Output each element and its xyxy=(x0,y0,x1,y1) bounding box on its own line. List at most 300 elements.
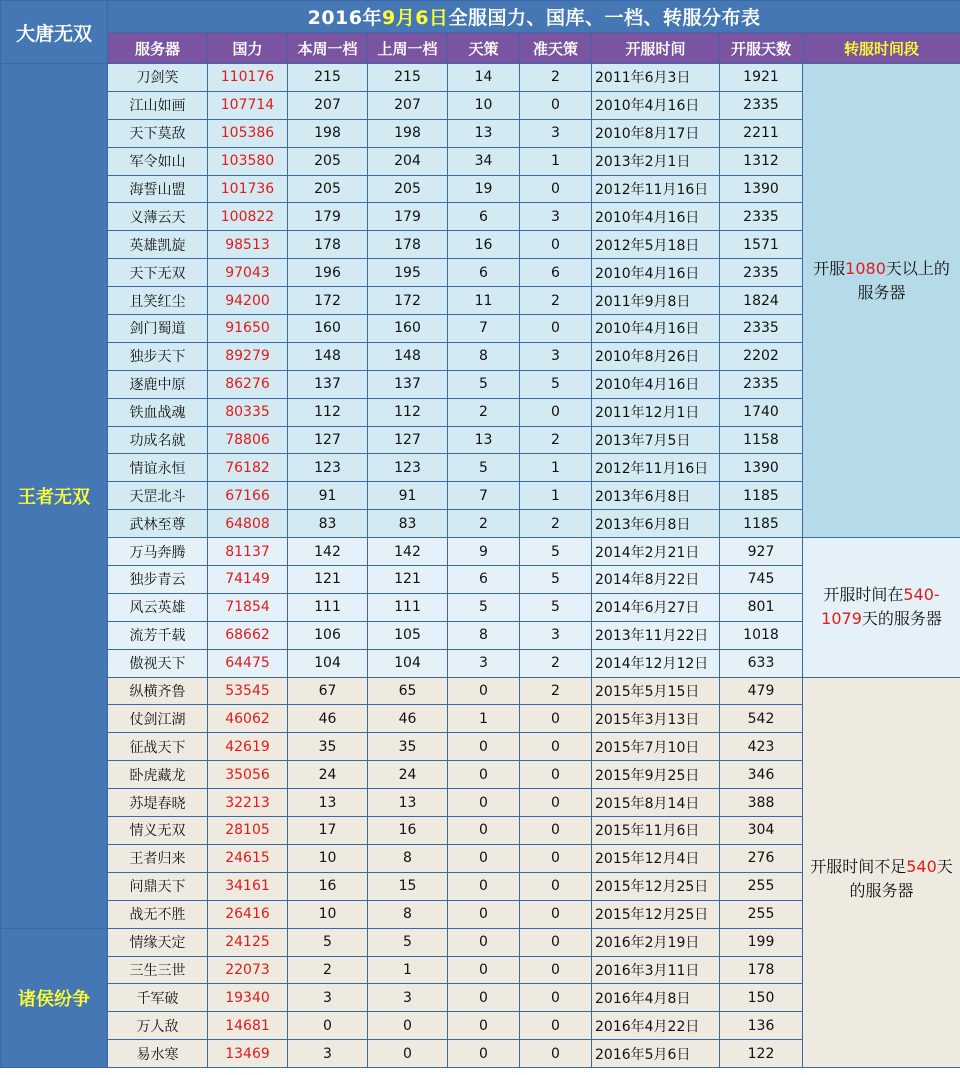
open-days-cell: 1390 xyxy=(720,175,803,203)
last-week-cell: 178 xyxy=(368,231,448,259)
open-days-cell: 304 xyxy=(720,817,803,845)
last-week-cell: 0 xyxy=(368,1012,448,1040)
last-week-cell: 0 xyxy=(368,1040,448,1068)
tiance-cell: 2 xyxy=(448,510,520,538)
last-week-cell: 5 xyxy=(368,928,448,956)
tiance-cell: 0 xyxy=(448,761,520,789)
tiance-cell: 5 xyxy=(448,593,520,621)
tiance-cell: 0 xyxy=(448,789,520,817)
note-text-b: 1080 xyxy=(845,258,886,278)
server-cell: 天下无双 xyxy=(108,259,208,287)
tiance-cell: 3 xyxy=(448,649,520,677)
power-cell: 22073 xyxy=(208,956,288,984)
last-week-cell: 172 xyxy=(368,287,448,315)
power-cell: 34161 xyxy=(208,872,288,900)
zhun-tiance-cell: 0 xyxy=(520,705,592,733)
zhun-tiance-cell: 0 xyxy=(520,91,592,119)
power-cell: 74149 xyxy=(208,566,288,594)
last-week-cell: 105 xyxy=(368,621,448,649)
tiance-cell: 34 xyxy=(448,147,520,175)
open-days-cell: 2202 xyxy=(720,342,803,370)
power-cell: 98513 xyxy=(208,231,288,259)
tiance-cell: 0 xyxy=(448,1012,520,1040)
last-week-cell: 91 xyxy=(368,482,448,510)
note-text-c: 天的服务器 xyxy=(861,609,942,629)
power-cell: 91650 xyxy=(208,315,288,343)
server-cell: 刀剑笑 xyxy=(108,64,208,92)
zhun-tiance-cell: 0 xyxy=(520,928,592,956)
open-date-cell: 2014年12月12日 xyxy=(592,649,720,677)
server-cell: 天下莫敌 xyxy=(108,119,208,147)
zhun-tiance-cell: 6 xyxy=(520,259,592,287)
last-week-cell: 13 xyxy=(368,789,448,817)
column-header-open-days: 开服天数 xyxy=(720,33,803,64)
tiance-cell: 13 xyxy=(448,426,520,454)
tiance-cell: 0 xyxy=(448,817,520,845)
column-header-last-week: 上周一档 xyxy=(368,33,448,64)
server-cell: 易水寒 xyxy=(108,1040,208,1068)
this-week-cell: 179 xyxy=(288,203,368,231)
open-days-cell: 388 xyxy=(720,789,803,817)
last-week-cell: 8 xyxy=(368,844,448,872)
zhun-tiance-cell: 2 xyxy=(520,287,592,315)
power-cell: 100822 xyxy=(208,203,288,231)
this-week-cell: 10 xyxy=(288,844,368,872)
open-date-cell: 2014年8月22日 xyxy=(592,566,720,594)
zhun-tiance-cell: 0 xyxy=(520,956,592,984)
open-days-cell: 1018 xyxy=(720,621,803,649)
last-week-cell: 204 xyxy=(368,147,448,175)
open-days-cell: 1921 xyxy=(720,64,803,92)
server-cell: 王者归来 xyxy=(108,844,208,872)
open-date-cell: 2013年2月1日 xyxy=(592,147,720,175)
server-cell: 流芳千载 xyxy=(108,621,208,649)
title-year: 2016年 xyxy=(307,7,382,29)
this-week-cell: 123 xyxy=(288,454,368,482)
open-date-cell: 2011年12月1日 xyxy=(592,398,720,426)
zhun-tiance-cell: 5 xyxy=(520,538,592,566)
power-cell: 103580 xyxy=(208,147,288,175)
server-cell: 天罡北斗 xyxy=(108,482,208,510)
tiance-cell: 10 xyxy=(448,91,520,119)
this-week-cell: 104 xyxy=(288,649,368,677)
this-week-cell: 111 xyxy=(288,593,368,621)
open-days-cell: 255 xyxy=(720,872,803,900)
last-week-cell: 160 xyxy=(368,315,448,343)
server-cell: 风云英雄 xyxy=(108,593,208,621)
last-week-cell: 1 xyxy=(368,956,448,984)
open-days-cell: 927 xyxy=(720,538,803,566)
open-date-cell: 2014年2月21日 xyxy=(592,538,720,566)
tiance-cell: 0 xyxy=(448,1040,520,1068)
server-cell: 征战天下 xyxy=(108,733,208,761)
open-days-cell: 1824 xyxy=(720,287,803,315)
transfer-period-note-2 xyxy=(803,538,960,677)
power-cell: 53545 xyxy=(208,677,288,705)
open-days-cell: 1185 xyxy=(720,482,803,510)
open-days-cell: 136 xyxy=(720,1012,803,1040)
this-week-cell: 13 xyxy=(288,789,368,817)
column-header-transfer-period: 转服时间段 xyxy=(803,33,960,64)
tiance-cell: 0 xyxy=(448,984,520,1012)
server-cell: 情谊永恒 xyxy=(108,454,208,482)
open-date-cell: 2014年6月27日 xyxy=(592,593,720,621)
server-cell: 义薄云天 xyxy=(108,203,208,231)
zhun-tiance-cell: 2 xyxy=(520,510,592,538)
zhun-tiance-cell: 3 xyxy=(520,203,592,231)
open-date-cell: 2010年8月26日 xyxy=(592,342,720,370)
zhun-tiance-cell: 1 xyxy=(520,454,592,482)
note-text-c: 天以上的服务器 xyxy=(857,258,950,302)
open-date-cell: 2016年4月22日 xyxy=(592,1012,720,1040)
open-date-cell: 2011年6月3日 xyxy=(592,64,720,92)
this-week-cell: 35 xyxy=(288,733,368,761)
note-text-a: 开服时间不足 xyxy=(810,857,907,877)
this-week-cell: 142 xyxy=(288,538,368,566)
title-date: 9月6日 xyxy=(381,7,449,29)
power-cell: 81137 xyxy=(208,538,288,566)
power-cell: 89279 xyxy=(208,342,288,370)
last-week-cell: 121 xyxy=(368,566,448,594)
note-text-b: 540 xyxy=(906,857,937,877)
open-days-cell: 542 xyxy=(720,705,803,733)
column-header-row xyxy=(1,33,960,64)
last-week-cell: 137 xyxy=(368,370,448,398)
last-week-cell: 8 xyxy=(368,900,448,928)
open-date-cell: 2013年7月5日 xyxy=(592,426,720,454)
tiance-cell: 11 xyxy=(448,287,520,315)
this-week-cell: 106 xyxy=(288,621,368,649)
open-date-cell: 2012年5月18日 xyxy=(592,231,720,259)
zhun-tiance-cell: 5 xyxy=(520,566,592,594)
open-days-cell: 1740 xyxy=(720,398,803,426)
zhun-tiance-cell: 0 xyxy=(520,789,592,817)
last-week-cell: 83 xyxy=(368,510,448,538)
server-cell: 万人敌 xyxy=(108,1012,208,1040)
zhun-tiance-cell: 0 xyxy=(520,900,592,928)
this-week-cell: 2 xyxy=(288,956,368,984)
last-week-cell: 195 xyxy=(368,259,448,287)
server-cell: 问鼎天下 xyxy=(108,872,208,900)
zhun-tiance-cell: 1 xyxy=(520,147,592,175)
this-week-cell: 215 xyxy=(288,64,368,92)
open-date-cell: 2016年5月6日 xyxy=(592,1040,720,1068)
open-date-cell: 2016年4月8日 xyxy=(592,984,720,1012)
open-date-cell: 2010年4月16日 xyxy=(592,91,720,119)
open-date-cell: 2015年12月4日 xyxy=(592,844,720,872)
title-text: 全服国力、国库、一档、转服分布表 xyxy=(448,7,761,29)
this-week-cell: 160 xyxy=(288,315,368,343)
zhun-tiance-cell: 1 xyxy=(520,482,592,510)
tiance-cell: 6 xyxy=(448,259,520,287)
server-cell: 苏堤春晓 xyxy=(108,789,208,817)
server-cell: 卧虎藏龙 xyxy=(108,761,208,789)
power-cell: 101736 xyxy=(208,175,288,203)
server-cell: 纵横齐鲁 xyxy=(108,677,208,705)
open-date-cell: 2011年9月8日 xyxy=(592,287,720,315)
open-date-cell: 2010年4月16日 xyxy=(592,315,720,343)
last-week-cell: 112 xyxy=(368,398,448,426)
power-cell: 94200 xyxy=(208,287,288,315)
tiance-cell: 13 xyxy=(448,119,520,147)
column-header-power: 国力 xyxy=(208,33,288,64)
this-week-cell: 127 xyxy=(288,426,368,454)
open-days-cell: 1185 xyxy=(720,510,803,538)
server-cell: 独步天下 xyxy=(108,342,208,370)
open-days-cell: 479 xyxy=(720,677,803,705)
zhun-tiance-cell: 2 xyxy=(520,649,592,677)
server-cell: 仗剑江湖 xyxy=(108,705,208,733)
open-date-cell: 2016年3月11日 xyxy=(592,956,720,984)
open-days-cell: 423 xyxy=(720,733,803,761)
tiance-cell: 8 xyxy=(448,342,520,370)
server-cell: 武林至尊 xyxy=(108,510,208,538)
last-week-cell: 207 xyxy=(368,91,448,119)
power-cell: 76182 xyxy=(208,454,288,482)
this-week-cell: 24 xyxy=(288,761,368,789)
zhun-tiance-cell: 0 xyxy=(520,175,592,203)
power-cell: 67166 xyxy=(208,482,288,510)
tiance-cell: 19 xyxy=(448,175,520,203)
last-week-cell: 46 xyxy=(368,705,448,733)
this-week-cell: 137 xyxy=(288,370,368,398)
power-cell: 14681 xyxy=(208,1012,288,1040)
open-date-cell: 2015年5月15日 xyxy=(592,677,720,705)
open-date-cell: 2015年12月25日 xyxy=(592,872,720,900)
tiance-cell: 9 xyxy=(448,538,520,566)
last-week-cell: 148 xyxy=(368,342,448,370)
this-week-cell: 207 xyxy=(288,91,368,119)
open-date-cell: 2013年6月8日 xyxy=(592,510,720,538)
tiance-cell: 5 xyxy=(448,454,520,482)
last-week-cell: 24 xyxy=(368,761,448,789)
open-date-cell: 2015年12月25日 xyxy=(592,900,720,928)
power-cell: 35056 xyxy=(208,761,288,789)
tiance-cell: 6 xyxy=(448,566,520,594)
open-days-cell: 346 xyxy=(720,761,803,789)
zhun-tiance-cell: 0 xyxy=(520,231,592,259)
power-cell: 24615 xyxy=(208,844,288,872)
server-cell: 铁血战魂 xyxy=(108,398,208,426)
this-week-cell: 10 xyxy=(288,900,368,928)
tiance-cell: 16 xyxy=(448,231,520,259)
tiance-cell: 5 xyxy=(448,370,520,398)
power-cell: 28105 xyxy=(208,817,288,845)
zhun-tiance-cell: 0 xyxy=(520,1040,592,1068)
zhun-tiance-cell: 3 xyxy=(520,621,592,649)
last-week-cell: 123 xyxy=(368,454,448,482)
group-label-zhuhou: 诸侯纷争 xyxy=(1,928,108,1067)
server-cell: 逐鹿中原 xyxy=(108,370,208,398)
note-text-a: 开服 xyxy=(813,258,846,278)
server-cell: 功成名就 xyxy=(108,426,208,454)
zhun-tiance-cell: 0 xyxy=(520,984,592,1012)
server-cell: 军令如山 xyxy=(108,147,208,175)
open-date-cell: 2016年2月19日 xyxy=(592,928,720,956)
last-week-cell: 179 xyxy=(368,203,448,231)
open-date-cell: 2015年11月6日 xyxy=(592,817,720,845)
power-cell: 19340 xyxy=(208,984,288,1012)
column-header-this-week: 本周一档 xyxy=(288,33,368,64)
column-header-open-date: 开服时间 xyxy=(592,33,720,64)
last-week-cell: 127 xyxy=(368,426,448,454)
power-cell: 110176 xyxy=(208,64,288,92)
this-week-cell: 3 xyxy=(288,1040,368,1068)
open-date-cell: 2010年8月17日 xyxy=(592,119,720,147)
tiance-cell: 0 xyxy=(448,677,520,705)
open-days-cell: 2335 xyxy=(720,91,803,119)
open-days-cell: 2211 xyxy=(720,119,803,147)
power-cell: 97043 xyxy=(208,259,288,287)
server-cell: 英雄凯旋 xyxy=(108,231,208,259)
open-days-cell: 1158 xyxy=(720,426,803,454)
tiance-cell: 0 xyxy=(448,733,520,761)
open-days-cell: 178 xyxy=(720,956,803,984)
open-days-cell: 255 xyxy=(720,900,803,928)
power-cell: 78806 xyxy=(208,426,288,454)
last-week-cell: 16 xyxy=(368,817,448,845)
tiance-cell: 14 xyxy=(448,64,520,92)
server-cell: 江山如画 xyxy=(108,91,208,119)
power-cell: 68662 xyxy=(208,621,288,649)
last-week-cell: 35 xyxy=(368,733,448,761)
open-date-cell: 2012年11月16日 xyxy=(592,175,720,203)
this-week-cell: 198 xyxy=(288,119,368,147)
power-cell: 46062 xyxy=(208,705,288,733)
open-date-cell: 2012年11月16日 xyxy=(592,454,720,482)
column-header-zhun-tiance: 准天策 xyxy=(520,33,592,64)
open-date-cell: 2015年9月25日 xyxy=(592,761,720,789)
power-cell: 24125 xyxy=(208,928,288,956)
last-week-cell: 15 xyxy=(368,872,448,900)
group-label-wangzhe: 王者无双 xyxy=(1,64,108,929)
power-cell: 105386 xyxy=(208,119,288,147)
last-week-cell: 142 xyxy=(368,538,448,566)
zhun-tiance-cell: 3 xyxy=(520,119,592,147)
tiance-cell: 0 xyxy=(448,844,520,872)
this-week-cell: 16 xyxy=(288,872,368,900)
this-week-cell: 121 xyxy=(288,566,368,594)
this-week-cell: 91 xyxy=(288,482,368,510)
transfer-period-note-3 xyxy=(803,677,960,1067)
zhun-tiance-cell: 0 xyxy=(520,761,592,789)
power-cell: 80335 xyxy=(208,398,288,426)
open-date-cell: 2010年4月16日 xyxy=(592,370,720,398)
server-cell: 剑门蜀道 xyxy=(108,315,208,343)
zhun-tiance-cell: 0 xyxy=(520,1012,592,1040)
power-cell: 64475 xyxy=(208,649,288,677)
this-week-cell: 0 xyxy=(288,1012,368,1040)
open-date-cell: 2010年4月16日 xyxy=(592,259,720,287)
server-cell: 且笑红尘 xyxy=(108,287,208,315)
power-cell: 42619 xyxy=(208,733,288,761)
server-cell: 傲视天下 xyxy=(108,649,208,677)
power-cell: 13469 xyxy=(208,1040,288,1068)
tiance-cell: 0 xyxy=(448,900,520,928)
last-week-cell: 111 xyxy=(368,593,448,621)
this-week-cell: 3 xyxy=(288,984,368,1012)
open-days-cell: 2335 xyxy=(720,203,803,231)
column-header-server: 服务器 xyxy=(108,33,208,64)
power-cell: 26416 xyxy=(208,900,288,928)
open-days-cell: 801 xyxy=(720,593,803,621)
column-header-tiance: 天策 xyxy=(448,33,520,64)
open-days-cell: 1312 xyxy=(720,147,803,175)
tiance-cell: 0 xyxy=(448,956,520,984)
tiance-cell: 0 xyxy=(448,872,520,900)
power-cell: 32213 xyxy=(208,789,288,817)
zhun-tiance-cell: 2 xyxy=(520,64,592,92)
transfer-period-note-1 xyxy=(803,64,960,538)
power-cell: 86276 xyxy=(208,370,288,398)
table-row xyxy=(1,538,960,566)
tiance-cell: 7 xyxy=(448,482,520,510)
server-cell: 千军破 xyxy=(108,984,208,1012)
open-days-cell: 1390 xyxy=(720,454,803,482)
last-week-cell: 104 xyxy=(368,649,448,677)
open-days-cell: 745 xyxy=(720,566,803,594)
open-date-cell: 2015年7月10日 xyxy=(592,733,720,761)
open-days-cell: 199 xyxy=(720,928,803,956)
note-text-b: 540-1079 xyxy=(821,585,940,629)
note-text-a: 开服时间在 xyxy=(823,585,904,605)
zhun-tiance-cell: 0 xyxy=(520,733,592,761)
server-cell: 情缘天定 xyxy=(108,928,208,956)
table-row xyxy=(1,64,960,92)
this-week-cell: 196 xyxy=(288,259,368,287)
table-title xyxy=(108,1,960,33)
tiance-cell: 0 xyxy=(448,928,520,956)
tiance-cell: 6 xyxy=(448,203,520,231)
this-week-cell: 148 xyxy=(288,342,368,370)
this-week-cell: 17 xyxy=(288,817,368,845)
last-week-cell: 215 xyxy=(368,64,448,92)
power-cell: 107714 xyxy=(208,91,288,119)
zhun-tiance-cell: 2 xyxy=(520,426,592,454)
this-week-cell: 5 xyxy=(288,928,368,956)
zhun-tiance-cell: 0 xyxy=(520,817,592,845)
open-date-cell: 2010年4月16日 xyxy=(592,203,720,231)
this-week-cell: 205 xyxy=(288,147,368,175)
zhun-tiance-cell: 0 xyxy=(520,844,592,872)
zhun-tiance-cell: 5 xyxy=(520,370,592,398)
tiance-cell: 8 xyxy=(448,621,520,649)
note-text-c: 天的服务器 xyxy=(849,857,953,901)
open-days-cell: 276 xyxy=(720,844,803,872)
power-cell: 64808 xyxy=(208,510,288,538)
open-date-cell: 2013年6月8日 xyxy=(592,482,720,510)
server-cell: 独步青云 xyxy=(108,566,208,594)
last-week-cell: 3 xyxy=(368,984,448,1012)
zhun-tiance-cell: 0 xyxy=(520,398,592,426)
open-days-cell: 150 xyxy=(720,984,803,1012)
this-week-cell: 172 xyxy=(288,287,368,315)
game-title: 大唐无双 xyxy=(1,1,108,64)
tiance-cell: 1 xyxy=(448,705,520,733)
table-row xyxy=(1,677,960,705)
open-days-cell: 1571 xyxy=(720,231,803,259)
open-days-cell: 2335 xyxy=(720,370,803,398)
server-cell: 情义无双 xyxy=(108,817,208,845)
tiance-cell: 7 xyxy=(448,315,520,343)
open-days-cell: 2335 xyxy=(720,259,803,287)
open-date-cell: 2013年11月22日 xyxy=(592,621,720,649)
server-cell: 三生三世 xyxy=(108,956,208,984)
zhun-tiance-cell: 3 xyxy=(520,342,592,370)
open-date-cell: 2015年3月13日 xyxy=(592,705,720,733)
this-week-cell: 83 xyxy=(288,510,368,538)
server-cell: 战无不胜 xyxy=(108,900,208,928)
